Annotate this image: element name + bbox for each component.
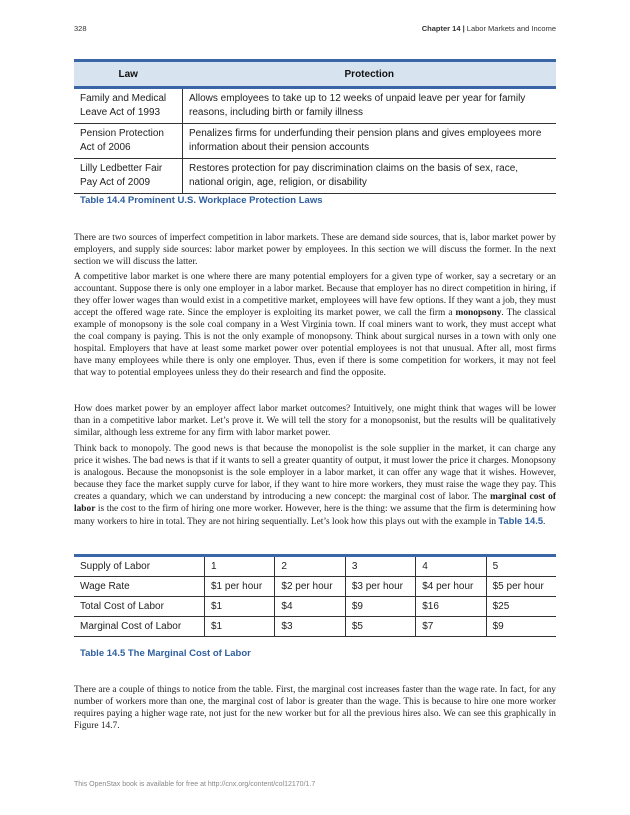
table-cell: $1 per hour [205, 577, 275, 597]
chapter-number: Chapter 14 [421, 24, 461, 33]
paragraph-3: How does market power by an employer affect labor market outcomes? Intuitively, one might think that wages will be lower than in a competitive labor market. Let’s prove it. We will tell the story for a monopsonist, but the results will be qualitatively similar, although less extreme for any firm with labor market power. [74, 404, 556, 438]
row-label: Supply of Labor [74, 556, 205, 577]
paragraph-4 [74, 443, 556, 528]
workplace-protection-table [74, 59, 556, 194]
chapter-heading [422, 24, 556, 33]
row-label: Total Cost of Labor [74, 597, 205, 617]
table-cell: 4 [416, 556, 486, 577]
paragraph-4-text-b: is the cost to the firm of hiring one more worker. However, here is the thing: we assume that the firm is determining how many workers to hire in total. They are not hiring sequentially. Let’s look how this plays out with the example in [74, 504, 556, 527]
table-header-row [74, 61, 556, 88]
protection-cell: Penalizes firms for underfunding their pension plans and gives employees more information about their pension accounts [183, 124, 557, 159]
table-cell: $3 [275, 617, 345, 637]
protection-cell: Restores protection for pay discrimination claims on the basis of sex, race, national origin, age, religion, or disability [183, 159, 557, 194]
table-cell: $5 per hour [486, 577, 556, 597]
column-header-law: Law [74, 61, 183, 88]
law-cell: Lilly Ledbetter Fair Pay Act of 2009 [74, 159, 183, 194]
marginal-cost-table [74, 554, 556, 637]
table-14-4-caption: Table 14.4 Prominent U.S. Workplace Protection Laws [80, 195, 323, 206]
table-cell: 2 [275, 556, 345, 577]
table-cell: $5 [345, 617, 415, 637]
table-row [74, 617, 556, 637]
table-cell: $2 per hour [275, 577, 345, 597]
paragraph-4-text-c: . [543, 517, 546, 527]
table-row [74, 577, 556, 597]
table-cell: 1 [205, 556, 275, 577]
term-monopsony: monopsony [455, 308, 502, 318]
table-row [74, 88, 556, 124]
table-row [74, 597, 556, 617]
paragraph-1: There are two sources of imperfect competition in labor markets. These are demand side sources, that is, labor market power by employers, and supply side sources: labor market power by employees. In this section we will discuss the former. In the next section we will discuss the latter. [74, 233, 556, 267]
table-row [74, 556, 556, 577]
table-cell: $9 [345, 597, 415, 617]
paragraph-2 [74, 271, 556, 379]
table-cell: $4 per hour [416, 577, 486, 597]
row-label: Marginal Cost of Labor [74, 617, 205, 637]
row-label: Wage Rate [74, 577, 205, 597]
table-cell: $9 [486, 617, 556, 637]
table-14-5-caption: Table 14.5 The Marginal Cost of Labor [80, 648, 251, 659]
paragraph-4-text-a: Think back to monopoly. The good news is that because the monopolist is the sole supplier in the market, it can charge any price it wishes. The bad news is that if it wants to sell a greater quantity of output, it must lower the price it charges. Monopsony is analogous. Because the monopsonist is the sole employer in a labor market, it can offer any wage that it wishes. However, because they face the market supply curve for labor, if they want to hire more workers, they must raise the wage they pay. This creates a quandary, which we can understand by introducing a new concept: the marginal cost of labor. The [74, 444, 556, 502]
page-header [74, 24, 556, 33]
table-cell: 3 [345, 556, 415, 577]
term-marginal-cost-of-labor: marginal cost of labor [74, 492, 556, 514]
table-cell: 5 [486, 556, 556, 577]
column-header-protection: Protection [183, 61, 557, 88]
page-number: 328 [74, 24, 87, 33]
table-cell: $1 [205, 597, 275, 617]
table-cell: $3 per hour [345, 577, 415, 597]
paragraph-5: There are a couple of things to notice from the table. First, the marginal cost increases faster than the wage rate. In fact, for any number of workers more than one, the marginal cost of labor is greater than the wage. This is because to hire one more worker requires paying a higher wage rate, not just for the new worker but for all the previous hires also. We can see this graphically in Figure 14.7. [74, 685, 556, 731]
table-cell: $1 [205, 617, 275, 637]
table-14-5-link[interactable]: Table 14.5 [498, 515, 544, 526]
chapter-separator: | [460, 24, 467, 33]
paragraph-2-text-a: A competitive labor market is one where there are many potential employers for a given type of worker, say a secretary or an accountant. Suppose there is only one employer in a labor market. Because that employer has no direct competition in hiring, if they offer lower wages than would exist in a competitive market, employees will have few options. If they want a job, they must accept the offered wage rate. Since the employer is exploiting its market power, we call the firm a [74, 272, 556, 318]
page-footer: This OpenStax book is available for free at http://cnx.org/content/col12170/1.7 [74, 781, 316, 788]
table-row [74, 159, 556, 194]
table-cell: $25 [486, 597, 556, 617]
law-cell: Family and Medical Leave Act of 1993 [74, 88, 183, 124]
table-cell: $7 [416, 617, 486, 637]
protection-cell: Allows employees to take up to 12 weeks of unpaid leave per year for family reasons, including birth or family illness [183, 88, 557, 124]
chapter-title: Labor Markets and Income [466, 24, 556, 33]
table-cell: $4 [275, 597, 345, 617]
law-cell: Pension Protection Act of 2006 [74, 124, 183, 159]
table-cell: $16 [416, 597, 486, 617]
table-row [74, 124, 556, 159]
paragraph-2-text-b: . The classical example of monopsony is the sole coal company in a West Virginia town. If coal miners want to work, they must accept what the coal company is paying. This is not the only example of monopsony. Think about surgical nurses in a town with only one hospital. Employers that have at least some market power over potential employees is not that unusual. After all, most firms have many employees while there is only one employer. Thus, even if there is some competition for workers, it may not feel that way to potential employees unless they do their research and find the opposite. [74, 308, 556, 378]
